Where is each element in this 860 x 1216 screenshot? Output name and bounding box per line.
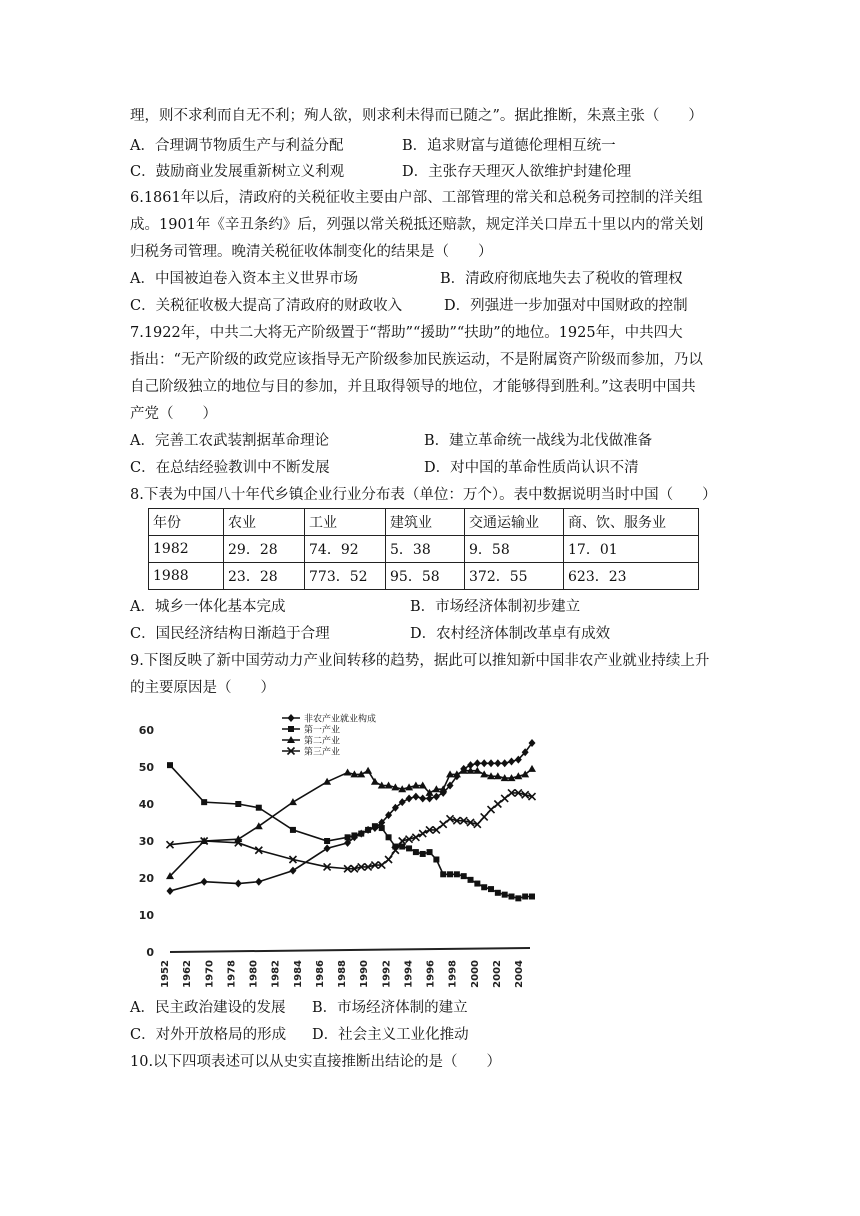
data-point: [351, 832, 357, 838]
data-point: [235, 880, 242, 888]
data-point: [454, 871, 460, 877]
data-point: [289, 798, 297, 805]
table-cell: 623．23: [564, 563, 699, 590]
data-point: [474, 881, 480, 887]
q8-data-table: [148, 508, 699, 590]
q6-stem-line-3: 归税务司管理。晚清关税征收体制变化的结果是（ ）: [130, 244, 493, 260]
table-cell: 74．92: [305, 536, 386, 563]
q7-stem-line-2: 指出：“无产阶级的政党应该指导无产阶级参加民族运动，不是附属资产阶级而参加，乃以: [130, 352, 703, 368]
x-axis-line: [170, 948, 530, 952]
data-point: [256, 805, 262, 811]
x-tick-label: 1978: [226, 960, 238, 988]
table-cell: 9．58: [465, 536, 564, 563]
x-tick-label: 2002: [491, 960, 503, 988]
q6-stem-line-1: 6.1861年以后，清政府的关税征收主要由户部、工部管理的常关和总税务司控制的洋关组: [130, 190, 703, 206]
data-point: [440, 871, 446, 877]
data-point: [419, 830, 426, 837]
q6-option-c[interactable]: C．关税征收极大提高了清政府的财政收入: [130, 298, 403, 314]
data-point: [468, 877, 474, 883]
table-cell: 1988: [149, 563, 224, 590]
q9-option-c[interactable]: C．对外开放格局的形成: [130, 1027, 287, 1043]
x-tick-label: 2000: [469, 960, 481, 988]
table-cell: 17．01: [564, 536, 699, 563]
data-point: [474, 759, 481, 767]
q5-option-c[interactable]: C．鼓励商业发展重新树立义利观: [130, 164, 345, 180]
y-tick-label: 60: [138, 724, 154, 737]
table-cell: 95．58: [386, 563, 465, 590]
data-point: [522, 894, 528, 900]
data-point: [480, 770, 488, 777]
x-tick-label: 1982: [270, 960, 282, 988]
table-cell: 1982: [149, 536, 224, 563]
data-point: [419, 794, 426, 802]
data-point: [495, 890, 501, 896]
x-tick-label: 1952: [160, 960, 171, 988]
y-tick-label: 50: [138, 761, 154, 774]
data-point: [201, 799, 207, 805]
q9-option-d[interactable]: D．社会主义工业化推动: [312, 1027, 469, 1043]
q6-option-b[interactable]: B．清政府彻底地失去了税收的管理权: [440, 271, 683, 287]
q9-stem-line-2: 的主要原因是（ ）: [130, 680, 275, 696]
q6-stem-line-2: 成。1901年《辛丑条约》后，列强以常关税抵还赔款，规定洋关口岸五十里以内的常关划: [130, 217, 704, 233]
data-point: [488, 886, 494, 892]
y-tick-label: 30: [138, 835, 154, 848]
data-point: [290, 827, 296, 833]
table-header-cell: 工业: [305, 509, 386, 536]
series-line: [170, 765, 532, 898]
data-point: [324, 844, 331, 852]
data-point: [481, 759, 488, 767]
table-header-cell: 商、饮、服务业: [564, 509, 699, 536]
data-point: [345, 834, 351, 840]
table-header-cell: 农业: [224, 509, 305, 536]
data-point: [406, 845, 412, 851]
q7-stem-line-4: 产党（ ）: [130, 406, 217, 422]
data-point: [488, 806, 495, 813]
y-tick-label: 20: [138, 872, 154, 885]
q9-option-b[interactable]: B．市场经济体制的建立: [312, 1000, 468, 1016]
table-header-cell: 年份: [149, 509, 224, 536]
legend-label: 非农产业就业构成: [304, 714, 377, 725]
data-point: [461, 873, 467, 879]
y-tick-label: 0: [146, 946, 154, 959]
data-point: [379, 825, 385, 831]
legend-label: 第二产业: [304, 736, 341, 747]
data-point: [501, 759, 508, 767]
y-tick-label: 40: [138, 798, 154, 811]
table-cell: 5．38: [386, 536, 465, 563]
series-line: [170, 769, 532, 876]
data-point: [235, 801, 241, 807]
data-point: [433, 857, 439, 863]
q8-option-c[interactable]: C．国民经济结构日渐趋于合理: [130, 626, 330, 642]
data-point: [440, 821, 447, 828]
q5-option-d[interactable]: D．主张存天理灭人欲维护封建伦理: [402, 164, 632, 180]
x-tick-label: 1970: [204, 960, 216, 988]
x-tick-label: 1992: [381, 960, 393, 988]
data-point: [494, 801, 501, 808]
data-point: [344, 769, 352, 776]
series-line: [170, 793, 532, 869]
table-header-row: [149, 509, 699, 536]
q8-stem: 8.下表为中国八十年代乡镇企业行业分布表（单位：万个）。表中数据说明当时中国（ ）: [130, 487, 717, 503]
y-tick-label: 10: [138, 909, 154, 922]
x-tick-label: 1994: [403, 960, 415, 988]
x-tick-label: 1996: [425, 960, 437, 988]
data-point: [289, 867, 296, 875]
x-tick-label: 1988: [337, 960, 348, 988]
data-point: [167, 887, 174, 895]
data-point: [433, 793, 440, 801]
x-tick-label: 1998: [447, 960, 459, 988]
data-point: [365, 827, 371, 833]
q8-option-b[interactable]: B．市场经济体制初步建立: [410, 599, 581, 615]
q9-line-chart: [130, 708, 560, 990]
data-point: [406, 794, 413, 802]
table-cell: 372．55: [465, 563, 564, 590]
q6-option-d[interactable]: D．列强进一步加强对中国财政的控制: [444, 298, 688, 314]
data-point: [420, 851, 426, 857]
x-tick-label: 1962: [182, 960, 194, 988]
q8-option-a[interactable]: A．城乡一体化基本完成: [130, 599, 286, 615]
data-point: [447, 871, 453, 877]
data-point: [167, 762, 173, 768]
data-point: [324, 838, 330, 844]
data-point: [501, 795, 508, 802]
data-point: [385, 856, 392, 863]
legend-label: 第三产业: [304, 747, 341, 758]
table-header-cell: 交通运输业: [465, 509, 564, 536]
data-point: [481, 813, 488, 820]
table-row: [149, 563, 699, 590]
q7-option-b[interactable]: B．建立革命统一战线为北伐做准备: [424, 433, 653, 449]
q7-option-c[interactable]: C．在总结经验教训中不断发展: [130, 460, 330, 476]
data-point: [481, 884, 487, 890]
data-point: [413, 849, 419, 855]
table-header-cell: 建筑业: [386, 509, 465, 536]
q7-stem-line-3: 自己阶级独立的地位与目的参加，并且取得领导的地位，才能够得到胜利。”这表明中国共: [130, 379, 696, 395]
q10-stem: 10.以下四项表述可以从史实直接推断出结论的是（ ）: [130, 1054, 502, 1070]
legend-label: 第一产业: [304, 725, 341, 736]
data-point: [529, 894, 535, 900]
q5-option-b[interactable]: B．追求财富与道德伦理相互统一: [402, 138, 616, 154]
data-point: [255, 878, 262, 886]
q9-option-a[interactable]: A．民主政治建设的发展: [130, 1000, 286, 1016]
data-point: [488, 759, 495, 767]
table-cell: 23．28: [224, 563, 305, 590]
q6-option-a[interactable]: A．中国被迫卷入资本主义世界市场: [130, 271, 358, 287]
data-point: [364, 767, 372, 774]
q8-option-d[interactable]: D．农村经济体制改革卓有成效: [410, 626, 611, 642]
table-row: [149, 536, 699, 563]
x-tick-label: 1986: [314, 960, 326, 988]
data-point: [502, 892, 508, 898]
data-point: [371, 778, 379, 785]
data-point: [288, 714, 295, 722]
table-cell: 773．52: [305, 563, 386, 590]
data-point: [427, 849, 433, 855]
data-point: [515, 895, 521, 901]
data-point: [508, 757, 515, 765]
data-point: [494, 759, 501, 767]
data-point: [288, 726, 294, 732]
x-tick-label: 1984: [292, 960, 304, 988]
chart-series: [166, 739, 536, 901]
data-point: [386, 834, 392, 840]
q7-option-a[interactable]: A．完善工农武装割据革命理论: [130, 433, 329, 449]
q5-option-a[interactable]: A．合理调节物质生产与利益分配: [130, 138, 344, 154]
q7-option-d[interactable]: D．对中国的革命性质尚认识不清: [424, 460, 639, 476]
x-tick-label: 1980: [248, 960, 260, 988]
chart-legend: [282, 713, 376, 758]
data-point: [201, 878, 208, 886]
data-point: [412, 793, 419, 801]
data-point: [509, 894, 515, 900]
table-cell: 29．28: [224, 536, 305, 563]
q7-stem-line-1: 7.1922年，中共二大将无产阶级置于“帮助”“援助”“扶助”的地位。1925年，中共四大: [130, 325, 683, 341]
data-point: [528, 765, 536, 772]
x-tick-label: 1990: [359, 960, 371, 988]
q9-stem-line-1: 9.下图反映了新中国劳动力产业间转移的趋势，据此可以推知新中国非农产业就业持续上升: [130, 653, 710, 669]
data-point: [358, 831, 364, 837]
x-tick-label: 2004: [514, 960, 525, 988]
data-point: [372, 823, 378, 829]
q5-stem-tail: 理，则不求利而自无不利；殉人欲，则求利未得而已随之”。据此推断，朱熹主张（ ）: [130, 108, 703, 124]
